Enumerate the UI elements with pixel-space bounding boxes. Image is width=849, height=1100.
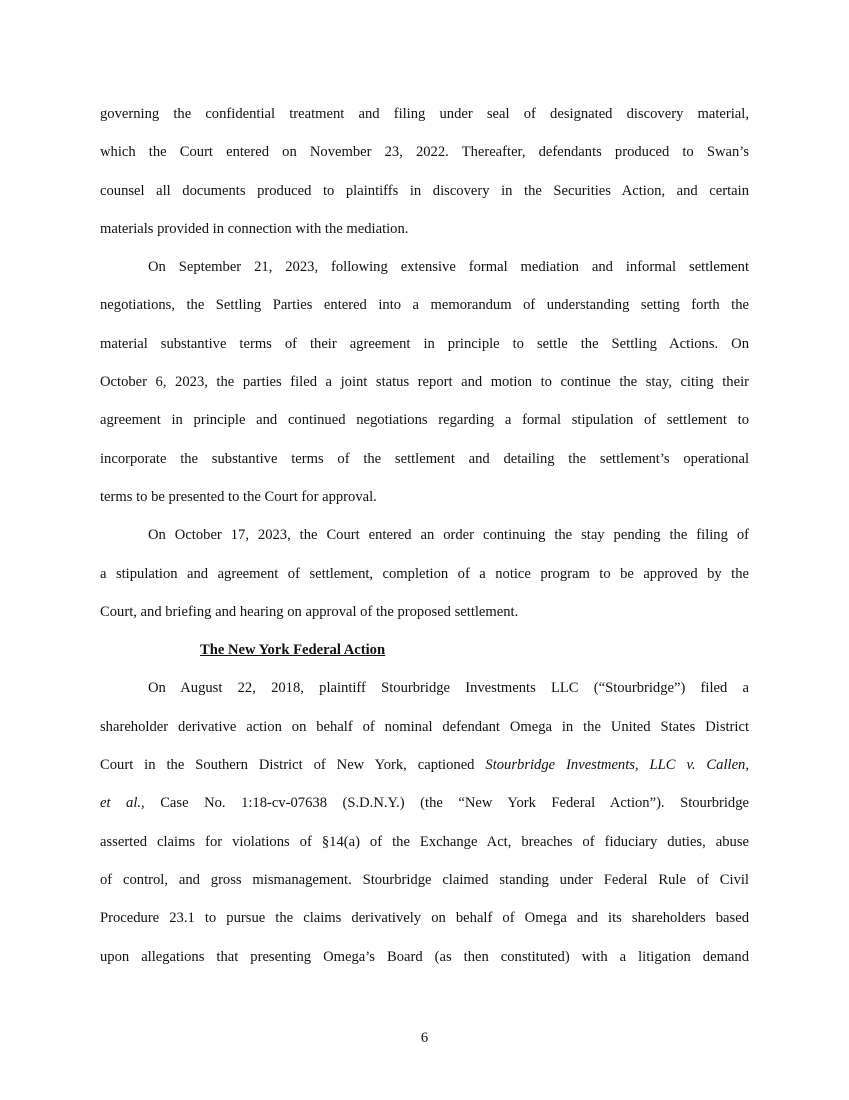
text-line: upon allegations that presenting Omega’s Board (as then constituted) with a litigation demand bbox=[100, 948, 749, 965]
text-line: which the Court entered on November 23, 2022. Thereafter, defendants produced to Swan’s bbox=[100, 144, 749, 161]
paragraph-memorandum-of-understanding bbox=[100, 248, 749, 516]
text-line: terms to be presented to the Court for approval. bbox=[100, 488, 377, 505]
text-line bbox=[100, 746, 749, 784]
text-segment: , Case No. 1:18-cv-07638 (S.D.N.Y.) (the “New York Federal Action”). Stourbridge bbox=[141, 795, 749, 812]
text-line: asserted claims for violations of §14(a) of the Exchange Act, breaches of fiduciary duties, abuse bbox=[100, 833, 749, 850]
document-body bbox=[100, 95, 749, 976]
case-caption-italic: Stourbridge Investments, LLC v. Callen, bbox=[485, 757, 749, 774]
text-line: On August 22, 2018, plaintiff Stourbridge Investments LLC (“Stourbridge”) filed a bbox=[148, 680, 749, 697]
text-line: agreement in principle and continued negotiations regarding a formal stipulation of settlement to bbox=[100, 412, 749, 429]
text-line bbox=[100, 784, 749, 822]
paragraph-stay-order bbox=[100, 516, 749, 631]
text-line: material substantive terms of their agreement in principle to settle the Settling Actions. On bbox=[100, 335, 749, 352]
paragraph-new-york-federal-action bbox=[100, 669, 749, 975]
text-segment: Court in the Southern District of New York, captioned bbox=[100, 757, 486, 774]
text-line: materials provided in connection with the mediation. bbox=[100, 220, 409, 237]
case-caption-italic: et al. bbox=[100, 795, 142, 812]
text-line: shareholder derivative action on behalf of nominal defendant Omega in the United States District bbox=[100, 718, 749, 735]
text-line: of control, and gross mismanagement. Stourbridge claimed standing under Federal Rule of Civil bbox=[100, 871, 749, 888]
text-line: negotiations, the Settling Parties entered into a memorandum of understanding setting forth the bbox=[100, 297, 749, 314]
text-line: a stipulation and agreement of settlement, completion of a notice program to be approved by the bbox=[100, 565, 749, 582]
text-line: On September 21, 2023, following extensive formal mediation and informal settlement bbox=[148, 259, 749, 276]
text-line: Court, and briefing and hearing on approval of the proposed settlement. bbox=[100, 603, 519, 620]
text-line: governing the confidential treatment and filing under seal of designated discovery material, bbox=[100, 106, 749, 122]
text-line: Procedure 23.1 to pursue the claims derivatively on behalf of Omega and its shareholders based bbox=[100, 910, 749, 927]
text-line: On October 17, 2023, the Court entered an order continuing the stay pending the filing of bbox=[148, 527, 749, 544]
section-heading: The New York Federal Action bbox=[200, 642, 386, 659]
paragraph-discovery-production bbox=[100, 95, 749, 248]
text-line: October 6, 2023, the parties filed a joint status report and motion to continue the stay, citing their bbox=[100, 374, 749, 391]
text-line: incorporate the substantive terms of the settlement and detailing the settlement’s operational bbox=[100, 450, 749, 467]
text-line: counsel all documents produced to plaintiffs in discovery in the Securities Action, and certain bbox=[100, 182, 749, 199]
page-number: 6 bbox=[420, 1030, 429, 1046]
